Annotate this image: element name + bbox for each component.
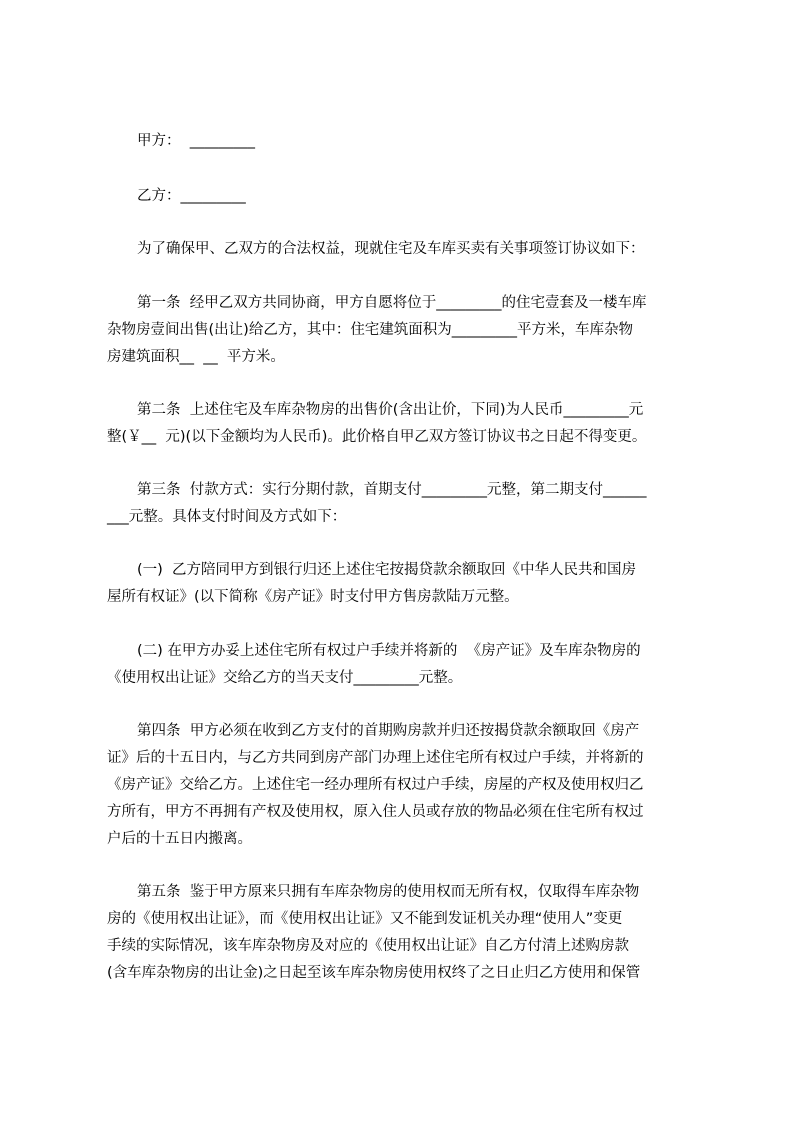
article-1-line-2: 杂物房壹间出售(出让)给乙方，其中：住宅建筑面积为_________平方米，车库杂物 [107,322,634,338]
clause-2-line-2: 《使用权出让证》交给乙方的当天支付_________元整。 [107,670,463,686]
article-5-line-3: 手续的实际情况，该车库杂物房及对应的《使用权出让证》自乙方付清上述购房款 [107,938,629,954]
clause-2-line-1: (二) 在甲方办妥上述住宅所有权过户手续并将新的 《房产证》及车库杂物房的 [137,643,641,659]
article-4-line-2: 证》后的十五日内，与乙方共同到房产部门办理上述住宅所有权过户手续，并将新的 [107,750,644,766]
clause-1-line-2: 屋所有权证》(以下简称《房产证》时支付甲方售房款陆万元整。 [107,589,519,605]
article-5-line-2: 房的《使用权出让证》，而《使用权出让证》又不能到发证机关办理“使用人”变更 [107,911,623,927]
article-4-line-5: 户后的十五日内搬离。 [107,831,252,847]
article-1-line-1: 第一条 经甲乙双方共同协商，甲方自愿将位于_________的住宅壹套及一楼车库 [137,295,647,311]
article-2-line-2: 整(￥__ 元)(以下金额均为人民币)。此价格自甲乙双方签订协议书之日起不得变更。 [107,429,647,445]
article-5-line-1: 第五条 鉴于甲方原来只拥有车库杂物房的使用权而无所有权，仅取得车库杂物 [137,884,640,900]
article-3-line-2: ___元整。具体支付时间及方式如下： [107,509,347,525]
clause-1-line-1: (一) 乙方陪同甲方到银行归还上述住宅按揭贷款余额取回《中华人民共和国房 [137,562,637,578]
article-2-line-1: 第二条 上述住宅及车库杂物房的出售价(含出让价，下同)为人民币_________元 [137,402,644,418]
article-4-line-1: 第四条 甲方必须在收到乙方支付的首期购房款并归还按揭贷款余额取回《房产 [137,723,640,739]
article-4-line-4: 方所有，甲方不再拥有产权及使用权，原入住人员或存放的物品必须在住宅所有权过 [107,804,644,820]
party-a-line: 甲方： _________ [137,133,255,149]
article-3-line-1: 第三条 付款方式：实行分期付款，首期支付_________元整，第二期支付______ [137,482,647,498]
party-b-line: 乙方：_________ [137,188,246,204]
article-5-line-4: (含车库杂物房的出让金)之日起至该车库杂物房使用权终了之日止归乙方使用和保管 [107,965,641,981]
article-4-line-3: 《房产证》交给乙方。上述住宅一经办理所有权过户手续，房屋的产权及使用权归乙 [107,777,644,793]
intro-line: 为了确保甲、乙双方的合法权益，现就住宅及车库买卖有关事项签订协议如下： [137,241,645,257]
article-1-line-3: 房建筑面积__ __ 平方米。 [107,349,285,365]
